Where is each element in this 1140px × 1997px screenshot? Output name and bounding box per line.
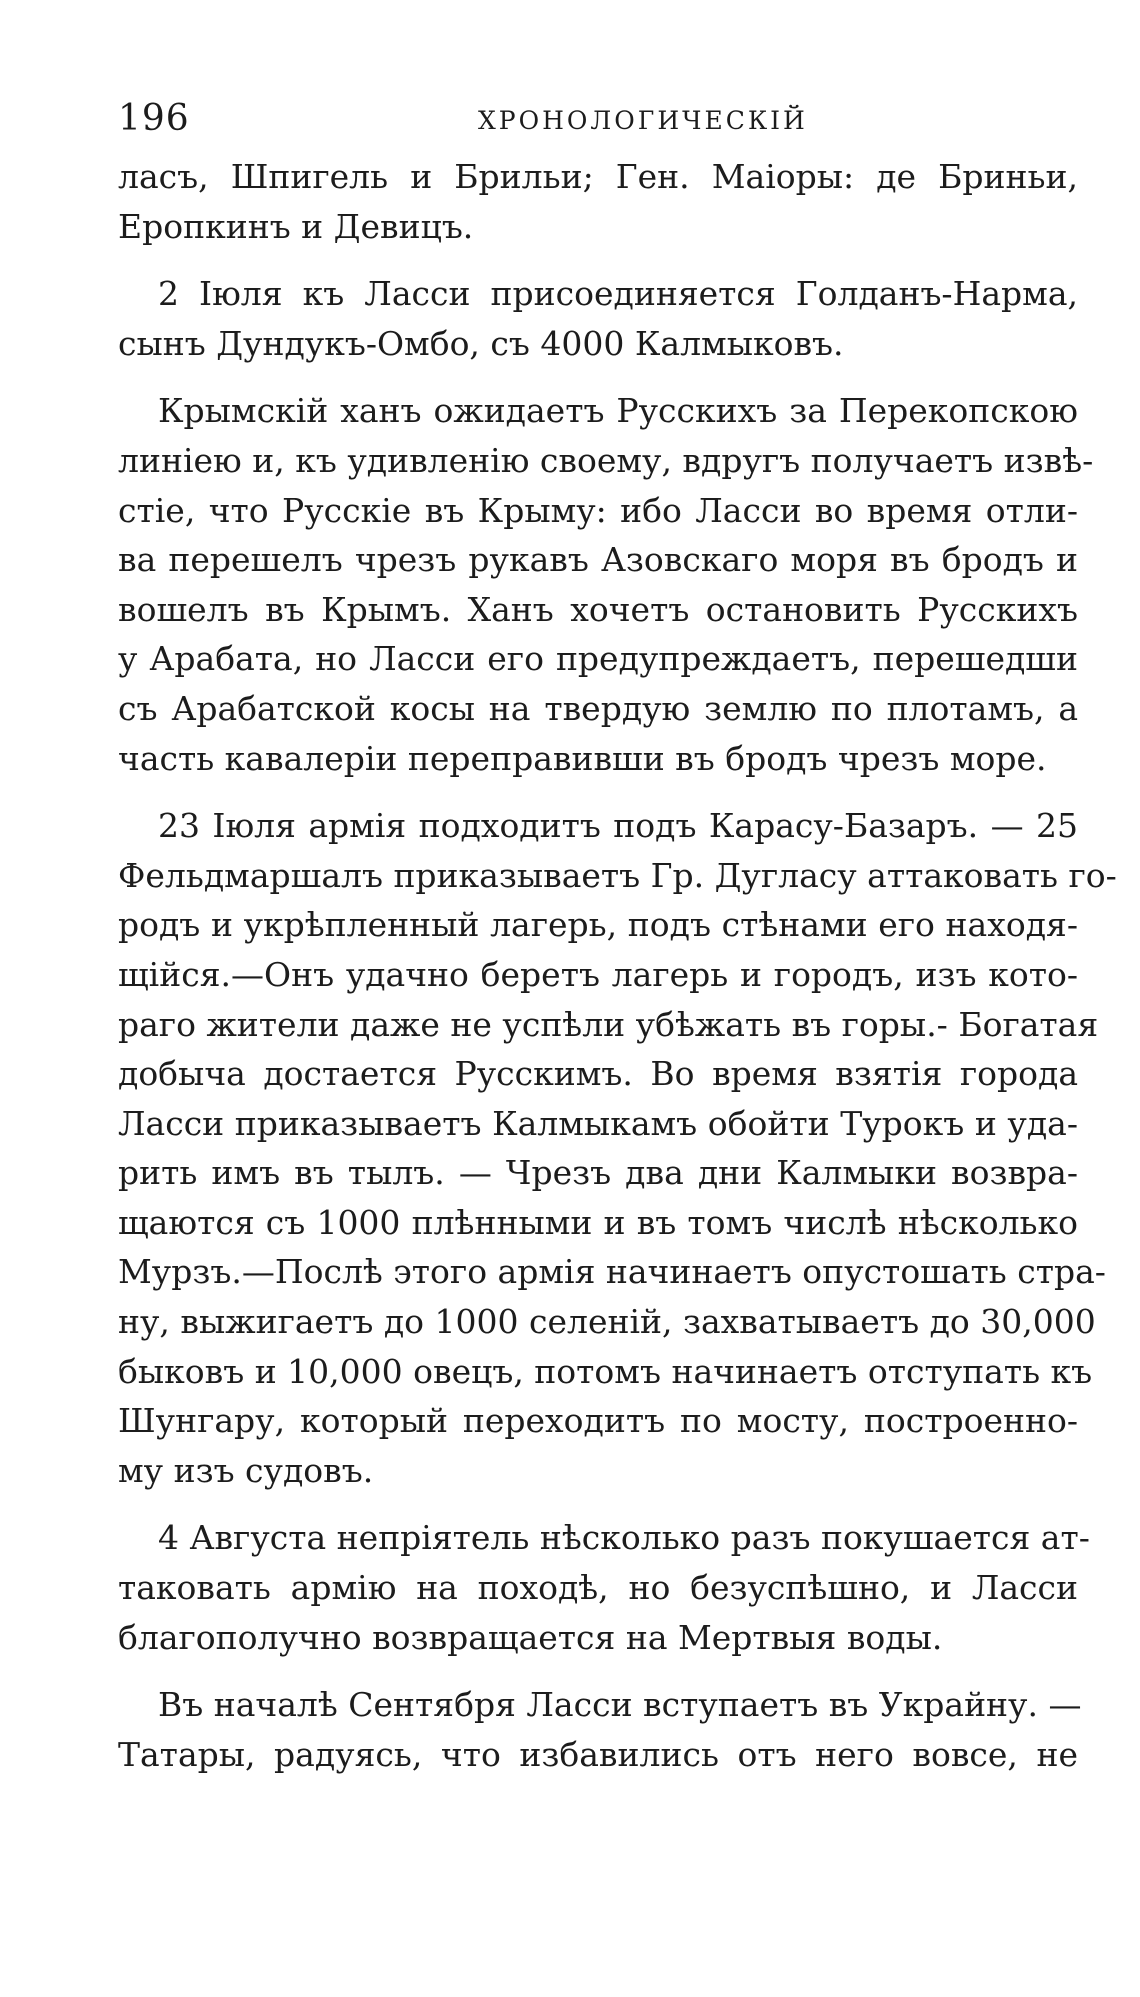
text-line: му изъ судовъ.	[118, 1450, 374, 1490]
text-line: 4 Августа непріятель нѣсколько разъ покушается ат-	[158, 1518, 1090, 1558]
text-line: Ласси приказываетъ Калмыкамъ обойти Турокъ и уда-	[118, 1103, 1078, 1143]
paragraph	[118, 386, 1094, 783]
text-line: ва перешелъ чрезъ рукавъ Азовскаго моря въ бродъ и	[118, 540, 1078, 580]
text-line: рить имъ въ тылъ. — Чрезъ два дни Калмыки возвра-	[118, 1153, 1078, 1193]
text-line: съ Арабатской косы на твердую землю по плотамъ, а	[118, 688, 1078, 728]
text-line: Шунгару, который переходитъ по мосту, построенно-	[118, 1401, 1078, 1441]
paragraph	[118, 152, 1078, 251]
text-line: 23 Іюля армія подходитъ подъ Карасу-Базаръ. — 25	[158, 806, 1078, 846]
paragraph	[118, 801, 1117, 1495]
paragraph	[118, 269, 1078, 368]
text-line: щаются съ 1000 плѣнными и въ томъ числѣ нѣсколько	[118, 1202, 1078, 1242]
text-line: таковать армію на походѣ, но безуспѣшно, и Ласси	[118, 1568, 1078, 1608]
text-line: Фельдмаршалъ приказываетъ Гр. Дугласу аттаковать го-	[118, 855, 1117, 895]
text-line: ласъ, Шпигель и Брильи; Ген. Маіоры: де Бриньи,	[118, 157, 1078, 196]
page-number: 196	[118, 98, 190, 139]
text-line: линіею и, къ удивленію своему, вдругъ получаетъ извѣ-	[118, 440, 1094, 480]
page-header	[118, 98, 1078, 148]
text-line: сынъ Дундукъ-Омбо, съ 4000 Калмыковъ.	[118, 323, 844, 363]
text-line: Татары, радуясь, что избавились отъ него вовсе, не	[118, 1734, 1078, 1774]
text-line: благополучно возвращается на Мертвыя воды.	[118, 1617, 943, 1657]
paragraph	[118, 1513, 1090, 1662]
text-line: родъ и укрѣпленный лагерь, подъ стѣнами его находя-	[118, 905, 1078, 945]
text-line: стіе, что Русскіе въ Крыму: ибо Ласси во время отли-	[118, 490, 1078, 530]
text-line: часть кавалеріи переправивши въ бродъ чрезъ море.	[118, 738, 1047, 778]
paragraph	[118, 1680, 1082, 1779]
text-line: ну, выжигаетъ до 1000 селеній, захватываетъ до 30,000	[118, 1302, 1096, 1342]
running-head: ХРОНОЛОГИЧЕСКІЙ	[478, 106, 808, 135]
text-line: Еропкинъ и Девицъ.	[118, 206, 474, 246]
text-line: Мурзъ.—Послѣ этого армія начинаетъ опустошать стра-	[118, 1252, 1106, 1292]
body-text	[118, 152, 1117, 1797]
text-line: 2 Іюля къ Ласси присоединяется Голданъ-Нарма,	[158, 274, 1078, 314]
text-line: быковъ и 10,000 овецъ, потомъ начинаетъ отступать къ	[118, 1351, 1093, 1391]
text-line: щійся.—Онъ удачно беретъ лагерь и городъ, изъ кото-	[118, 954, 1078, 994]
text-line: Въ началѣ Сентября Ласси вступаетъ въ Украйну. —	[158, 1685, 1082, 1725]
text-line: Крымскій ханъ ожидаетъ Русскихъ за Перекопскою	[158, 391, 1078, 431]
text-line: у Арабата, но Ласси его предупреждаетъ, перешедши	[118, 639, 1078, 679]
text-line: раго жители даже не успѣли убѣжать въ горы.- Богатая	[118, 1004, 1099, 1044]
text-line: добыча достается Русскимъ. Во время взятія города	[118, 1054, 1078, 1094]
text-line: вошелъ въ Крымъ. Ханъ хочетъ остановить Русскихъ	[118, 589, 1078, 629]
